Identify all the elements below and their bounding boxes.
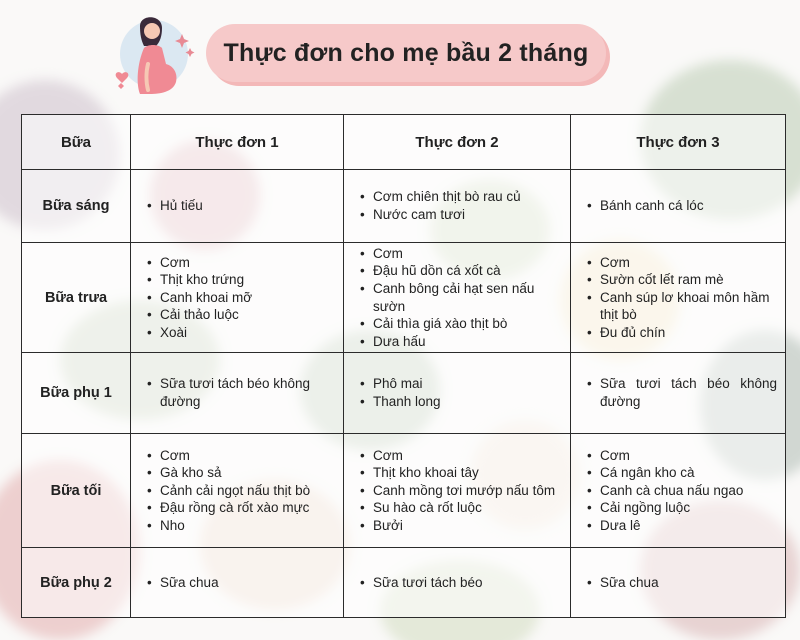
dish-item: • Nước cam tươi xyxy=(360,206,562,224)
dish-item: • Canh cà chua nấu ngao xyxy=(587,482,777,500)
dish-item: • Cơm xyxy=(360,447,562,465)
table-row xyxy=(22,170,786,243)
meal-name: Bữa tối xyxy=(22,434,131,548)
dish-list xyxy=(360,375,562,410)
dish-item: • Sữa tươi tách béo xyxy=(360,574,562,592)
dish-item: • Canh khoai mỡ xyxy=(147,289,335,307)
meal-name: Bữa sáng xyxy=(22,170,131,243)
menu-1-cell xyxy=(131,243,344,353)
dish-item: • Canh súp lơ khoai môn hầm thịt bò xyxy=(587,289,777,324)
table-row xyxy=(22,243,786,353)
dish-list xyxy=(587,375,777,410)
menu-2-cell xyxy=(344,548,571,618)
dish-item: • Cải ngồng luộc xyxy=(587,499,777,517)
table-row xyxy=(22,353,786,434)
dish-item: • Gà kho sả xyxy=(147,464,335,482)
dish-item: • Cơm chiên thịt bò rau củ xyxy=(360,188,562,206)
menu-2-cell xyxy=(344,353,571,434)
menu-1-cell xyxy=(131,548,344,618)
meal-name: Bữa phụ 2 xyxy=(22,548,131,618)
menu-1-cell xyxy=(131,353,344,434)
dish-item: • Bánh canh cá lóc xyxy=(587,197,777,215)
menu-3-cell xyxy=(571,170,786,243)
menu-1-cell xyxy=(131,170,344,243)
dish-list xyxy=(360,574,562,592)
dish-list xyxy=(147,447,335,535)
dish-item: • Phô mai xyxy=(360,375,562,393)
dish-item: • Thịt kho trứng xyxy=(147,271,335,289)
dish-item: • Thanh long xyxy=(360,393,562,411)
column-header-meal: Bữa xyxy=(22,115,131,170)
dish-list xyxy=(360,245,562,351)
menu-3-cell xyxy=(571,243,786,353)
dish-item: • Cơm xyxy=(360,245,562,263)
dish-item: • Xoài xyxy=(147,324,335,342)
dish-item: • Đậu hũ dồn cá xốt cà xyxy=(360,262,562,280)
dish-list xyxy=(147,197,335,215)
title-banner xyxy=(206,24,606,82)
dish-item: • Sữa chua xyxy=(147,574,335,592)
dish-item: • Cải thảo luộc xyxy=(147,306,335,324)
dish-list xyxy=(360,447,562,535)
dish-item: • Nho xyxy=(147,517,335,535)
meal-name: Bữa trưa xyxy=(22,243,131,353)
dish-item: • Bưởi xyxy=(360,517,562,535)
dish-item: • Cơm xyxy=(587,447,777,465)
dish-item: • Sườn cốt lết ram mè xyxy=(587,271,777,289)
menu-3-cell xyxy=(571,434,786,548)
dish-item: • Cải thìa giá xào thịt bò xyxy=(360,315,562,333)
meal-name: Bữa phụ 1 xyxy=(22,353,131,434)
menu-3-cell xyxy=(571,548,786,618)
dish-list xyxy=(587,197,777,215)
dish-list xyxy=(360,188,562,223)
column-header-menu-3: Thực đơn 3 xyxy=(571,115,786,170)
dish-item: • Thịt kho khoai tây xyxy=(360,464,562,482)
heart-icon xyxy=(118,83,124,89)
dish-item: • Cá ngân kho cà xyxy=(587,464,777,482)
dish-item: • Cảnh cải ngọt nấu thịt bò xyxy=(147,482,335,500)
dish-list xyxy=(587,447,777,535)
dish-item: • Dưa hấu xyxy=(360,333,562,351)
dish-item: • Dưa lê xyxy=(587,517,777,535)
dish-item: • Sữa chua xyxy=(587,574,777,592)
heart-icon xyxy=(116,72,129,83)
menu-1-cell xyxy=(131,434,344,548)
menu-2-cell xyxy=(344,434,571,548)
table-row xyxy=(22,548,786,618)
page-title: Thực đơn cho mẹ bầu 2 tháng xyxy=(223,38,589,67)
table-row xyxy=(22,434,786,548)
dish-item: • Cơm xyxy=(147,254,335,272)
header-row xyxy=(22,115,786,170)
menu-table xyxy=(21,114,786,618)
menu-2-cell xyxy=(344,170,571,243)
menu-2-cell xyxy=(344,243,571,353)
dish-item: • Đậu rồng cà rốt xào mực xyxy=(147,499,335,517)
dish-item: • Sữa tươi tách béo không đường xyxy=(587,375,777,410)
dish-list xyxy=(147,574,335,592)
dish-list xyxy=(587,254,777,342)
dish-item: • Sữa tươi tách béo không đường xyxy=(147,375,335,410)
dish-list xyxy=(147,375,335,410)
dish-item: • Canh bông cải hạt sen nấu sườn xyxy=(360,280,562,315)
column-header-menu-2: Thực đơn 2 xyxy=(344,115,571,170)
dish-item: • Hủ tiếu xyxy=(147,197,335,215)
menu-3-cell xyxy=(571,353,786,434)
dish-item: • Đu đủ chín xyxy=(587,324,777,342)
pregnant-woman-icon xyxy=(110,8,210,96)
header xyxy=(110,8,610,96)
column-header-menu-1: Thực đơn 1 xyxy=(131,115,344,170)
dish-item: • Canh mồng tơi mướp nấu tôm xyxy=(360,482,562,500)
dish-item: • Su hào cà rốt luộc xyxy=(360,499,562,517)
dish-list xyxy=(587,574,777,592)
dish-item: • Cơm xyxy=(147,447,335,465)
dish-list xyxy=(147,254,335,342)
dish-item: • Cơm xyxy=(587,254,777,272)
